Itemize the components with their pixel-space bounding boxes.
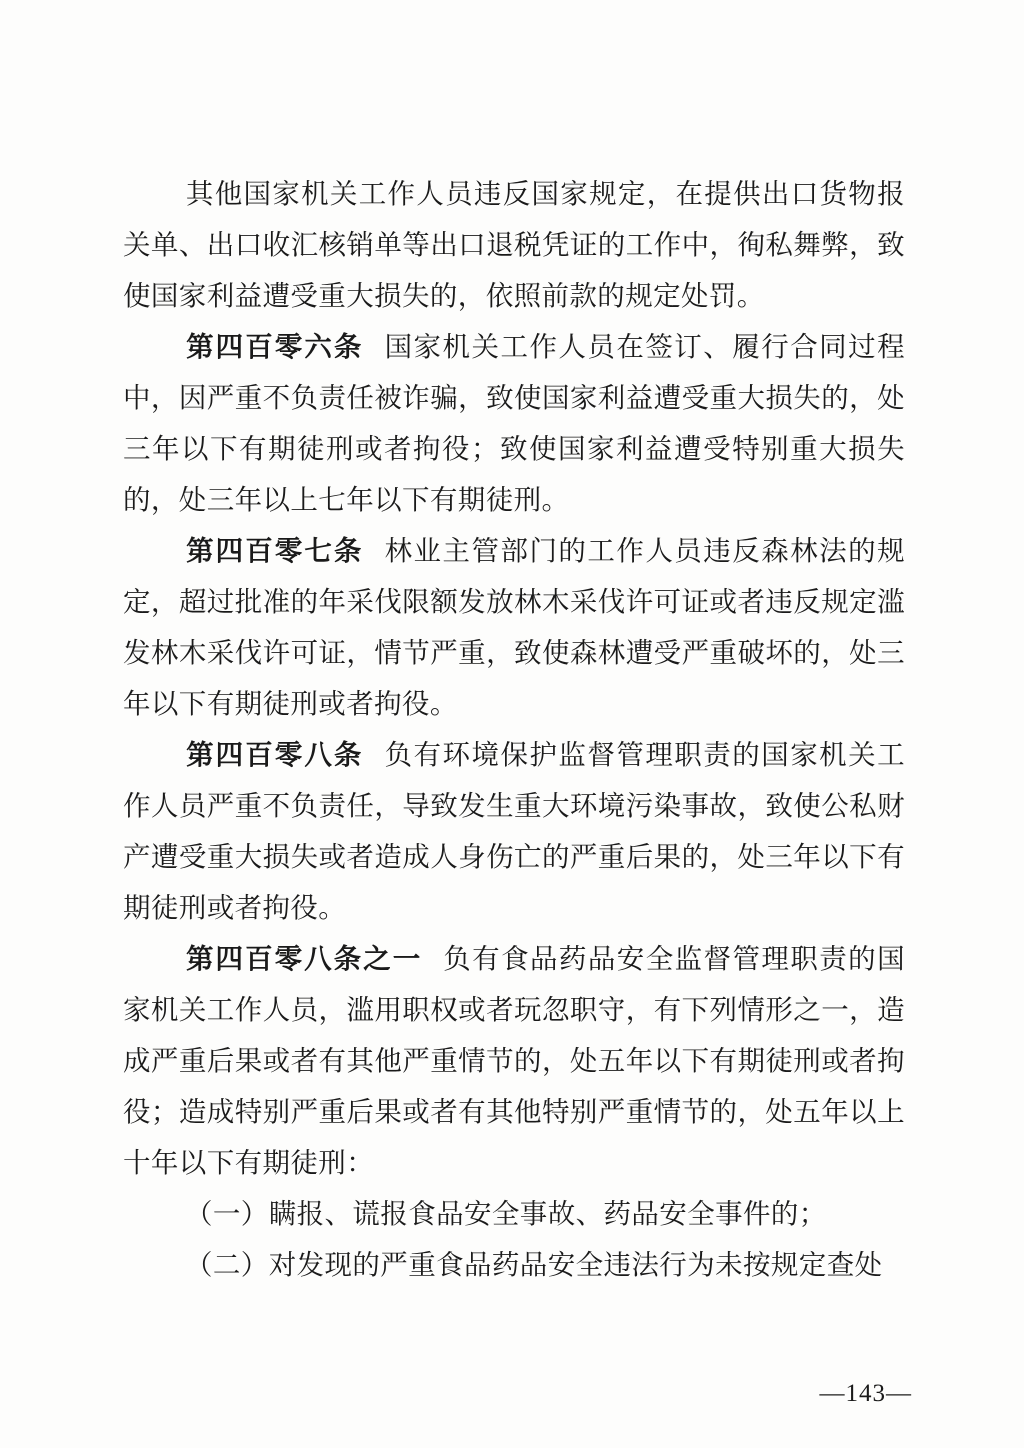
article-label: 第四百零八条 xyxy=(185,739,364,770)
paragraph-text: 其他国家机关工作人员违反国家规定，在提供出口货物报关单、出口收汇核销单等出口退税凭证的工作中，徇私舞弊，致使国家利益遭受重大损失的，依照前款的规定处罚。 xyxy=(123,178,905,311)
article-text: 负有环境保护监督管理职责的国家机关工作人员严重不负责任，导致发生重大环境污染事故，致使公私财产遭受重大损失或者造成人身伤亡的严重后果的，处三年以下有期徒刑或者拘役。 xyxy=(123,739,906,923)
article-408 xyxy=(123,729,905,933)
article-text: 负有食品药品安全监督管理职责的国家机关工作人员，滥用职权或者玩忽职守，有下列情形之一，造成严重后果或者有其他严重情节的，处五年以下有期徒刑或者拘役；造成特别严重后果或者有其他特别严重情节的，处五年以上十年以下有期徒刑： xyxy=(123,943,905,1178)
list-item xyxy=(123,1239,905,1290)
page-number: —143— xyxy=(819,1380,912,1407)
article-text: 林业主管部门的工作人员违反森林法的规定，超过批准的年采伐限额发放林木采伐许可证或者违反规定滥发林木采伐许可证，情节严重，致使森林遭受严重破坏的，处三年以下有期徒刑或者拘役。 xyxy=(123,535,906,719)
page-content xyxy=(123,168,905,1290)
article-407 xyxy=(123,525,905,729)
article-label: 第四百零八条之一 xyxy=(185,943,423,974)
list-item xyxy=(123,1188,905,1239)
list-item-text: （二）对发现的严重食品药品安全违法行为未按规定查处 xyxy=(185,1249,883,1280)
article-text: 国家机关工作人员在签订、履行合同过程中，因严重不负责任被诈骗，致使国家利益遭受重大损失的，处三年以下有期徒刑或者拘役；致使国家利益遭受特别重大损失的，处三年以上七年以下有期徒刑。 xyxy=(123,331,906,515)
article-label: 第四百零六条 xyxy=(185,331,364,362)
article-408-1 xyxy=(123,933,905,1188)
article-label: 第四百零七条 xyxy=(185,535,364,566)
paragraph-body xyxy=(123,168,905,321)
list-item-text: （一）瞒报、谎报食品安全事故、药品安全事件的； xyxy=(185,1198,827,1229)
article-406 xyxy=(123,321,905,525)
